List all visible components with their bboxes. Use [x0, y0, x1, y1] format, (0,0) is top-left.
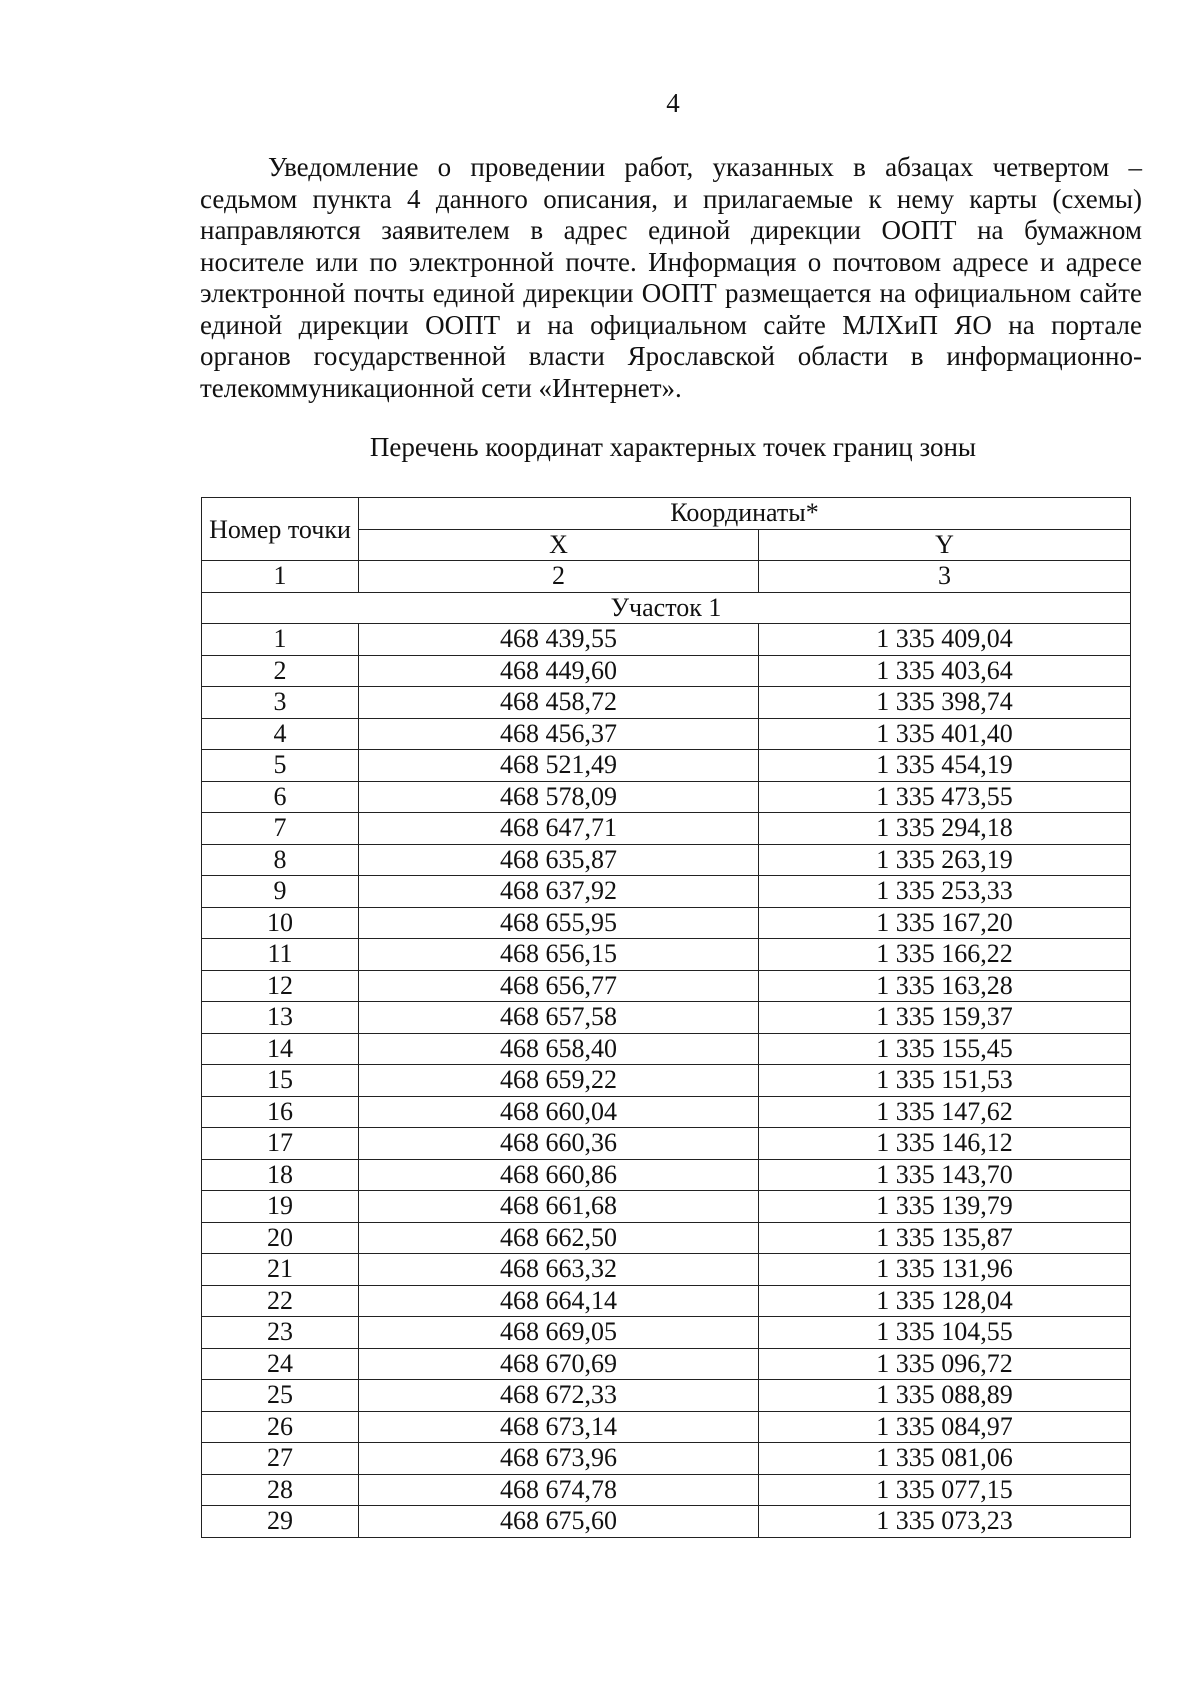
- y-coordinate-cell: 1 335 167,20: [759, 907, 1131, 939]
- x-coordinate-cell: 468 670,69: [359, 1348, 759, 1380]
- point-number-cell: 18: [202, 1159, 359, 1191]
- x-coordinate-cell: 468 674,78: [359, 1474, 759, 1506]
- x-coordinate-cell: 468 673,14: [359, 1411, 759, 1443]
- table-row: [202, 813, 1131, 845]
- table-row: [202, 1222, 1131, 1254]
- y-coordinate-cell: 1 335 128,04: [759, 1285, 1131, 1317]
- column-number-3: 3: [759, 561, 1131, 593]
- table-row: [202, 1285, 1131, 1317]
- y-coordinate-cell: 1 335 253,33: [759, 876, 1131, 908]
- y-coordinate-cell: 1 335 131,96: [759, 1254, 1131, 1286]
- table-row: [202, 1317, 1131, 1349]
- table-row: [202, 1254, 1131, 1286]
- x-coordinate-cell: 468 673,96: [359, 1443, 759, 1475]
- y-coordinate-cell: 1 335 159,37: [759, 1002, 1131, 1034]
- point-number-cell: 23: [202, 1317, 359, 1349]
- x-coordinate-cell: 468 663,32: [359, 1254, 759, 1286]
- y-coordinate-cell: 1 335 473,55: [759, 781, 1131, 813]
- x-coordinate-cell: 468 660,86: [359, 1159, 759, 1191]
- x-coordinate-cell: 468 660,36: [359, 1128, 759, 1160]
- body-paragraph: Уведомление о проведении работ, указанных в абзацах четвертом – седьмом пункта 4 данного описания, и прилагаемые к нему карты (схемы) направляются заявителем в адрес единой дирекции ООПТ на бумажном носителе или по электронной почте. Информация о почтовом адресе и адресе электронной почты единой дирекции ООПТ размещается на официальном сайте единой дирекции ООПТ и на официальном сайте МЛХиП ЯО на портале органов государственной власти Ярославской области в информационно-телекоммуникационной сети «Интернет».: [200, 152, 1142, 403]
- x-coordinate-cell: 468 635,87: [359, 844, 759, 876]
- point-number-cell: 9: [202, 876, 359, 908]
- point-number-cell: 19: [202, 1191, 359, 1223]
- x-coordinate-cell: 468 669,05: [359, 1317, 759, 1349]
- y-coordinate-cell: 1 335 143,70: [759, 1159, 1131, 1191]
- x-coordinate-cell: 468 456,37: [359, 718, 759, 750]
- table-row: [202, 1411, 1131, 1443]
- x-coordinate-cell: 468 657,58: [359, 1002, 759, 1034]
- y-coordinate-cell: 1 335 454,19: [759, 750, 1131, 782]
- point-number-cell: 14: [202, 1033, 359, 1065]
- table-row: [202, 1159, 1131, 1191]
- table-row: [202, 687, 1131, 719]
- table-row: [202, 781, 1131, 813]
- y-coordinate-cell: 1 335 263,19: [759, 844, 1131, 876]
- y-coordinate-cell: 1 335 398,74: [759, 687, 1131, 719]
- y-coordinate-cell: 1 335 088,89: [759, 1380, 1131, 1412]
- table-row: [202, 939, 1131, 971]
- x-coordinate-cell: 468 660,04: [359, 1096, 759, 1128]
- point-number-cell: 10: [202, 907, 359, 939]
- x-coordinate-cell: 468 449,60: [359, 655, 759, 687]
- point-number-cell: 6: [202, 781, 359, 813]
- y-coordinate-cell: 1 335 151,53: [759, 1065, 1131, 1097]
- y-coordinate-cell: 1 335 073,23: [759, 1506, 1131, 1538]
- point-number-cell: 7: [202, 813, 359, 845]
- column-number-1: 1: [202, 561, 359, 593]
- table-row: [202, 907, 1131, 939]
- point-number-cell: 8: [202, 844, 359, 876]
- y-coordinate-cell: 1 335 401,40: [759, 718, 1131, 750]
- table-row: [202, 1474, 1131, 1506]
- table-row: [202, 1191, 1131, 1223]
- y-coordinate-cell: 1 335 163,28: [759, 970, 1131, 1002]
- y-coordinate-cell: 1 335 096,72: [759, 1348, 1131, 1380]
- point-number-cell: 17: [202, 1128, 359, 1160]
- table-row: [202, 1096, 1131, 1128]
- y-coordinate-cell: 1 335 135,87: [759, 1222, 1131, 1254]
- point-number-cell: 25: [202, 1380, 359, 1412]
- y-coordinate-cell: 1 335 147,62: [759, 1096, 1131, 1128]
- point-number-cell: 21: [202, 1254, 359, 1286]
- point-number-cell: 16: [202, 1096, 359, 1128]
- x-coordinate-cell: 468 578,09: [359, 781, 759, 813]
- table-row: [202, 970, 1131, 1002]
- y-coordinate-cell: 1 335 104,55: [759, 1317, 1131, 1349]
- x-coordinate-cell: 468 637,92: [359, 876, 759, 908]
- y-coordinate-cell: 1 335 166,22: [759, 939, 1131, 971]
- x-coordinate-cell: 468 658,40: [359, 1033, 759, 1065]
- x-coordinate-cell: 468 656,15: [359, 939, 759, 971]
- table-row: [202, 1506, 1131, 1538]
- x-coordinate-cell: 468 672,33: [359, 1380, 759, 1412]
- table-row: [202, 655, 1131, 687]
- header-y: Y: [759, 529, 1131, 561]
- table-row: [202, 1128, 1131, 1160]
- point-number-cell: 13: [202, 1002, 359, 1034]
- point-number-cell: 12: [202, 970, 359, 1002]
- y-coordinate-cell: 1 335 081,06: [759, 1443, 1131, 1475]
- x-coordinate-cell: 468 659,22: [359, 1065, 759, 1097]
- x-coordinate-cell: 468 664,14: [359, 1285, 759, 1317]
- table-row: [202, 1065, 1131, 1097]
- x-coordinate-cell: 468 647,71: [359, 813, 759, 845]
- x-coordinate-cell: 468 521,49: [359, 750, 759, 782]
- table-row: [202, 1348, 1131, 1380]
- coordinates-rows: [202, 624, 1131, 1538]
- x-coordinate-cell: 468 458,72: [359, 687, 759, 719]
- header-point-number: Номер точки: [202, 498, 359, 561]
- header-coordinates: Координаты*: [359, 498, 1131, 530]
- y-coordinate-cell: 1 335 409,04: [759, 624, 1131, 656]
- point-number-cell: 28: [202, 1474, 359, 1506]
- y-coordinate-cell: 1 335 294,18: [759, 813, 1131, 845]
- table-row: [202, 624, 1131, 656]
- point-number-cell: 26: [202, 1411, 359, 1443]
- point-number-cell: 2: [202, 655, 359, 687]
- point-number-cell: 1: [202, 624, 359, 656]
- point-number-cell: 4: [202, 718, 359, 750]
- y-coordinate-cell: 1 335 146,12: [759, 1128, 1131, 1160]
- column-number-2: 2: [359, 561, 759, 593]
- table-row: [202, 718, 1131, 750]
- y-coordinate-cell: 1 335 403,64: [759, 655, 1131, 687]
- x-coordinate-cell: 468 661,68: [359, 1191, 759, 1223]
- point-number-cell: 20: [202, 1222, 359, 1254]
- table-row: [202, 750, 1131, 782]
- x-coordinate-cell: 468 655,95: [359, 907, 759, 939]
- section-label: Участок 1: [202, 592, 1131, 624]
- point-number-cell: 5: [202, 750, 359, 782]
- x-coordinate-cell: 468 656,77: [359, 970, 759, 1002]
- y-coordinate-cell: 1 335 084,97: [759, 1411, 1131, 1443]
- point-number-cell: 3: [202, 687, 359, 719]
- point-number-cell: 27: [202, 1443, 359, 1475]
- x-coordinate-cell: 468 662,50: [359, 1222, 759, 1254]
- point-number-cell: 22: [202, 1285, 359, 1317]
- point-number-cell: 29: [202, 1506, 359, 1538]
- y-coordinate-cell: 1 335 139,79: [759, 1191, 1131, 1223]
- table-row: [202, 1380, 1131, 1412]
- x-coordinate-cell: 468 675,60: [359, 1506, 759, 1538]
- header-x: X: [359, 529, 759, 561]
- table-row: [202, 1033, 1131, 1065]
- page-number: 4: [666, 88, 680, 118]
- table-row: [202, 876, 1131, 908]
- table-row: [202, 844, 1131, 876]
- point-number-cell: 15: [202, 1065, 359, 1097]
- x-coordinate-cell: 468 439,55: [359, 624, 759, 656]
- point-number-cell: 11: [202, 939, 359, 971]
- table-caption: Перечень координат характерных точек границ зоны: [369, 432, 977, 462]
- point-number-cell: 24: [202, 1348, 359, 1380]
- table-row: [202, 1443, 1131, 1475]
- y-coordinate-cell: 1 335 155,45: [759, 1033, 1131, 1065]
- table-row: [202, 1002, 1131, 1034]
- y-coordinate-cell: 1 335 077,15: [759, 1474, 1131, 1506]
- coordinates-table: [201, 497, 1131, 1538]
